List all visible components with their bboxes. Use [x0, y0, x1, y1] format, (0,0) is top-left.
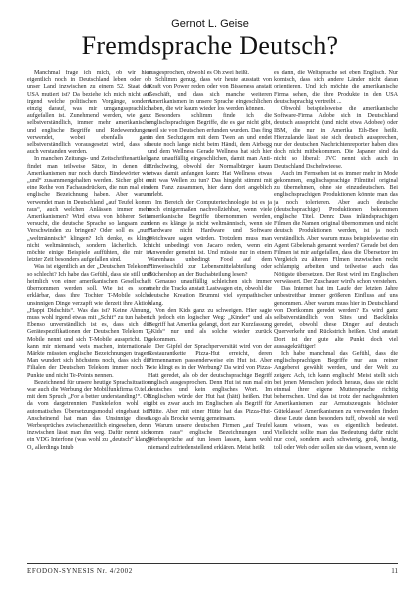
footer-page-number: 11 — [391, 567, 398, 575]
paragraph: Was ist eigentlich an der „Deutschen Telekom“ so schlecht? Ich habe das Gefühl, dass sie still und heimlich von einer amerikanischen Gesellschaft übernommen werden soll. Wie ist es sonst erklärbar, dass ihre Tochter T-Mobile solche unsinnigen Dinge verzapft wie derzeit ihre Aktion „Happi Didschits“. Was das ist? Keine Ahnung, muss wohl irgend etwas mit „Schit“ zu tun haben. Ebenso unverständlich ist es, dass sich die Gerätespezifikationen der Deutschen Telekom T-Mobile nennt und sich T-Mobile ausspricht. Da kann mir niemand weis machen, internationale Märkte müssten englische Bezeichnungen tragen. Man wundert sich höchstens noch, dass sich die Filialen der Deutschen Telekom immer noch T-Punkte und nicht Te-Points nennen. — [27, 264, 151, 379]
paragraph: Besonders schlimm finde ich die englischsprachigen Begriffe, die es gar nicht gibt, weil sie von Deutschen erfunden wurden. Das fing in den Sechzigern mit dem Twen an und endet heute noch lange nicht beim Händi, dem Airbegg und dem Wellness Gerade Wellness hat sich hier ganz unauffällig eingeschlichen, damit man Anti-Erdschwing, obwohl der Normalbürger kaum etwas damit anfangen kann: Hat Wellness etwas mit was Wellen zu tun? Das hingeht stimmt mit dem Fanz zusammen, hier dann dort angeblich erlebt. — [148, 113, 272, 199]
paragraph: Auch im Fernsehen ist es immer mehr in Mode gekommen, englischsprachige Filmtitel original zu übernehmen, ohne sie einzudeutschen. Bei englischsprachigen Produktionen könnte man das ja noch tolerieren. Aber auch deutsche (deutschsprachige) Produktionen bekommen englische Titel. Denn: Dass inländsprachigen Filmen die Namen original übernommen und nicht deutsch Produktionen werden, ist ja noch verständlich. Aber warum muss beispielsweise ein Agent Gibelenah genannt werden? Gerade bei den Filmen ist mir aufgefallen, dass die Übersetzer im Vergleich zu älteren Filmen inzwischen recht schlampig arbeiten und teilweise auch das Nötigste übersetzen. Der Rest wird im Englischen verwässert. Der Zuschauer wird's schon verstehen. — [274, 170, 398, 285]
paragraph: Schlimm genug, dass wir heute ausstatt von Kraft von Power reden oder von Bisseness anstatt Geschäft, und dass sich manche weiteren Amerikanismen in unsere Sprache eingeschlichen haben, die wir kaum wieder los werden können. — [148, 77, 272, 113]
paragraph: Manchmal frage ich mich, ob wir hier eigentlich noch in Deutschland leben oder ob unser Land inzwischen zu einem 52. Staat der USA mutiert ist? Da beziehe ich mich nicht auf irgend welche politischen Vorgänge, sondern einzig darauf, was mir umgangssprachlich aufgefallen ist. Zunehmend werden, wie ganz selbstverständlich, immer mehr amerikanische und englische Begriffe und Redewendungen verwendet, wobei ebenfalls ganz selbstverständlich vorausgesetzt wird, dass sie auch verstanden werden. — [27, 70, 151, 156]
paragraph: Ich habe manchmal das Gefühl, dass die englischsprachigen Begriffe nur aus reiner Angeberei gewählt werden, und der Welt zu zeigen: Ach, ich kann englisch! Meist stellt sich bei jenen Menschen jedoch heraus, dass sie nicht einmal ihrer eigene Muttersprache richtig beherrschen. Und das ist trotz der nachgeahmten Amerikanismen zur Armutszeugnis höchster Güteklasse! Amerikanismen zu verwenden finden diese Leute dann besonders tuff, obwohl sie weil kaum wissen, was es eigentlich bedeutet. Vielleicht sollte man das Bedeutung dafür nicht nur cool, sondern auch schwierig, groß, heutig, toll oder Weh oder sollen sie das wissen, wenn sie — [274, 350, 398, 451]
article-title: Fremdsprache Deutsch? — [81, 31, 339, 60]
paragraph: Bezeichnend für unsere heutige Sprachsituation war auch die Werbung der Mobilfunkfirma O.tel.o mit dem Spruch „For a better understanding!“. Ob da vom dargetrennten Funktelefon wohl ein automatisches Übersetzungsmodul eingebaut ist? Anscheinend hat man das Unsinnige dieses Werbesprüches zwischenzeitlich eingesehen, denn inzwischen lässt man ihn weg. Dafür nennt sich ein VDG Interfone (was wohl zu „deutsch“ klang) O₂ allerdings Intub — [27, 379, 151, 451]
footer-divider — [27, 563, 398, 564]
paragraph: Der Gipfel der Sprachperversität wird von der Restaurantkette Pizza-Hut erreicht, deren Firmennamen passenderweise ein Hut ist. Aber wie klingt es in der Werbung? Da wird von Pizza-Hatt geredet, als ob der deutschsprachige Begriff englisch ausgesprochen. Denn Hut ist nun mal ein deutsches und kein englisches Wort. Im Englischen würde der Hut hat (hätt) heißen. Hut gibt es zwar auch im Englischen als Begriff für Hütte. Aber mit einer Hütte hat das Pizza-Hut-Logo als Brocke wenig gemeinsam. — [148, 343, 272, 422]
text-column-1 — [27, 70, 151, 558]
paragraph: Von den Kids ganz zu schweigen. Hier sagte ich jedoch ein logischer Weg: „Kinder“ und als Begriff hat Amerika gelangt, dort zur Kurzfassung „Kids“ nur und als solche wieder zurück gekommen. — [148, 307, 272, 343]
text-column-2 — [148, 70, 272, 558]
paragraph: Obwohl beispielsweise die amerikanische Software-Firma Adobe sich in Deutschland deutsch ausspricht (und nicht etwa Adobee) oder IBM, die nur in Amerika Eih-Bee heißt. Hierzulande lässt sie sich deutsch aussprechen, nur der deutschen Nachrichtenreporter haben dies doch nicht mitbekommen. Die Japaner sind da nicht so liberal: JVC nennt sich auch in Deutschland Dschehwieese. — [274, 106, 398, 170]
paragraph: Das Internet hat im Laufe der letzten Jahre unbestreitbar immer größeren Einfluss auf uns genommen. Aber warum muss hier in Deutschland von Dortkomm geredet werden? Es wird ganz selbstverständlich von Sites und Backlinks geredet, obwohl diese Dinger auf deutsch Querverkehr und Rückstrich heißen. Und anstatt Dort ist der gute alte Punkt doch viel aussagekräftiger! — [274, 286, 398, 350]
paragraph: Genauso unauffällig schleichen sich immer mehr die Tracks anstatt Lastwagen ein, obwohl die deutsche Kreation Brummi viel sympathischer klang. — [148, 278, 272, 307]
paragraph: ausgesprochen, obwohl es Oh zwei heißt. — [148, 70, 250, 76]
footer-publication: EFODON-SYNESIS Nr. 4/2002 — [27, 567, 133, 575]
paragraph: es dann, die Weltsprache sei eben Englisch. Nur komisch, dass sich andere Länder nicht daran orientieren. Und ich möchte die amerikanische Firma sehen, die ihre Produkte in den USA deutschsprachig vertreibt ... — [274, 70, 398, 105]
paragraph: In manchen Zeitungs- und Zeitschriftenartikeln findet man teilweise Sätze, in denen die Amerikanismen nur noch durch Bindewörter wie „und“ zusammengehalten werden. Sicher gibt es eine Reihe von Fachausdrücken, die nun mal eine englische Bezeichnung haben. Aber warum verwendet man in Deutschland „auf Teufel komm raus“, auch welchen Anlässen immer mehr Amerikanismen? Wird etwa von höherer Seite versucht, die deutsche Sprache so langsam zum Verschwinden zu bringen? Oder soll es „nur“ „weltmännisch“ klingen? Ich denke, es klingt nicht weltmännisch, sondern lächerlich. Ich möchte einige Beispiele auffühten, die mir in letzter Zeit besonders aufgefallen sind. — [27, 156, 151, 264]
paragraph: Warum unsere deutschen Firmen „auf Teufel komm raus“ englische Bezeichnungen und Werbesprüche auf tun lesen lassen, kann wohl niemand zufriedenstellend erklären. Meist heißt — [148, 422, 272, 451]
paragraph: Im Bereich der Computertechnologie ist es ja noch einigermaßen nachvollziehbar, wenn viele amerikanische Begriffe übernommen werden, denn es klänge ja nicht weltmännisch, wenn sie Hardware nicht Hardware und Software Weichware sagen würden. Trotzdem muss man nicht unbedingt von Jacaro reden, wenn ein Anwender gemeint ist. Und müsste nur in einem Warenhaus unbedingt Food auf dem Hinweisschild zur Lebensmittelabteilung oder Büchershop an der Buchabteilung lesen? — [148, 199, 272, 278]
article-author: Gernot L. Geise — [171, 18, 249, 30]
text-column-3 — [274, 70, 398, 558]
